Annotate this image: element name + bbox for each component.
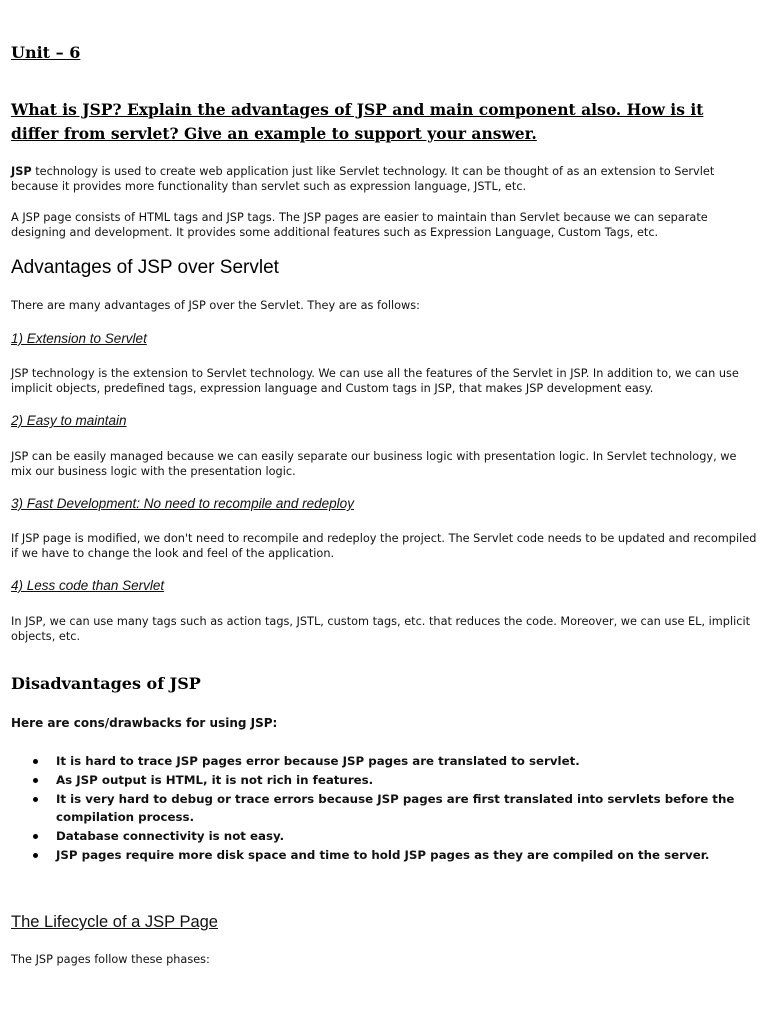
advantage-text-1: JSP technology is the extension to Servlet technology. We can use all the features of the Servlet in JSP. In addition to, we can use implicit objects, predefined tags, expression language and Custom tags in JSP, that makes JSP development easy.	[11, 367, 739, 395]
list-item	[30, 771, 746, 790]
bullet-icon	[33, 834, 38, 839]
bullet-icon	[33, 759, 38, 764]
advantage-text-2: JSP can be easily managed because we can easily separate our business logic with presentation logic. In Servlet technology, we mix our business logic with the presentation logic.	[11, 450, 737, 478]
bullet-icon	[33, 797, 38, 802]
lifecycle-heading: The Lifecycle of a JSP Page	[11, 913, 218, 931]
intro-paragraph-1-text: technology is used to create web application just like Servlet technology. It can be thought of as an extension to Servlet because it provides more functionality than servlet such as expression language, JSTL, etc.	[11, 165, 715, 193]
lifecycle-intro: The JSP pages follow these phases:	[11, 953, 210, 966]
advantage-title-4: 4) Less code than Servlet	[11, 578, 165, 593]
list-item-text: Database connectivity is not easy.	[56, 829, 285, 844]
bullet-icon	[33, 853, 38, 858]
disadvantages-heading: Disadvantages of JSP	[11, 674, 201, 693]
advantage-text-3: If JSP page is modified, we don't need to recompile and redeploy the project. The Servlet code needs to be updated and recompiled if we have to change the look and feel of the application.	[11, 532, 757, 560]
disadvantages-intro: Here are cons/drawbacks for using JSP:	[11, 716, 278, 730]
bullet-icon	[33, 778, 38, 783]
list-item	[30, 790, 746, 828]
list-item	[30, 846, 746, 865]
list-item-text: It is very hard to debug or trace errors because JSP pages are first translated into servlets before the compilation process.	[56, 791, 735, 825]
advantage-text-4: In JSP, we can use many tags such as action tags, JSTL, custom tags, etc. that reduces the code. Moreover, we can use EL, implicit objects, etc.	[11, 615, 751, 643]
advantages-heading: Advantages of JSP over Servlet	[11, 257, 279, 278]
intro-paragraph-1	[11, 164, 759, 194]
advantage-title-3: 3) Fast Development: No need to recompile and redeploy	[11, 496, 354, 511]
list-item-text: As JSP output is HTML, it is not rich in features.	[56, 772, 374, 787]
unit-title: Unit – 6	[11, 43, 81, 62]
advantages-intro: There are many advantages of JSP over the Servlet. They are as follows:	[11, 299, 420, 312]
disadvantages-list	[30, 752, 746, 865]
list-item-text: JSP pages require more disk space and time to hold JSP pages as they are compiled on the server.	[56, 847, 710, 862]
advantage-title-1: 1) Extension to Servlet	[11, 331, 147, 346]
question-heading: What is JSP? Explain the advantages of JSP and main component also. How is it differ from servlet? Give an example to support your answer.	[11, 100, 704, 143]
list-item	[30, 752, 746, 771]
list-item-text: It is hard to trace JSP pages error because JSP pages are translated to servlet.	[56, 754, 580, 768]
list-item	[30, 827, 746, 846]
intro-paragraph-2: A JSP page consists of HTML tags and JSP tags. The JSP pages are easier to maintain than Servlet because we can separate designing and development. It provides some additional features such as Expression Language, Custom Tags, etc.	[11, 211, 708, 239]
jsp-keyword: JSP	[11, 165, 32, 178]
advantage-title-2: 2) Easy to maintain	[11, 413, 127, 428]
